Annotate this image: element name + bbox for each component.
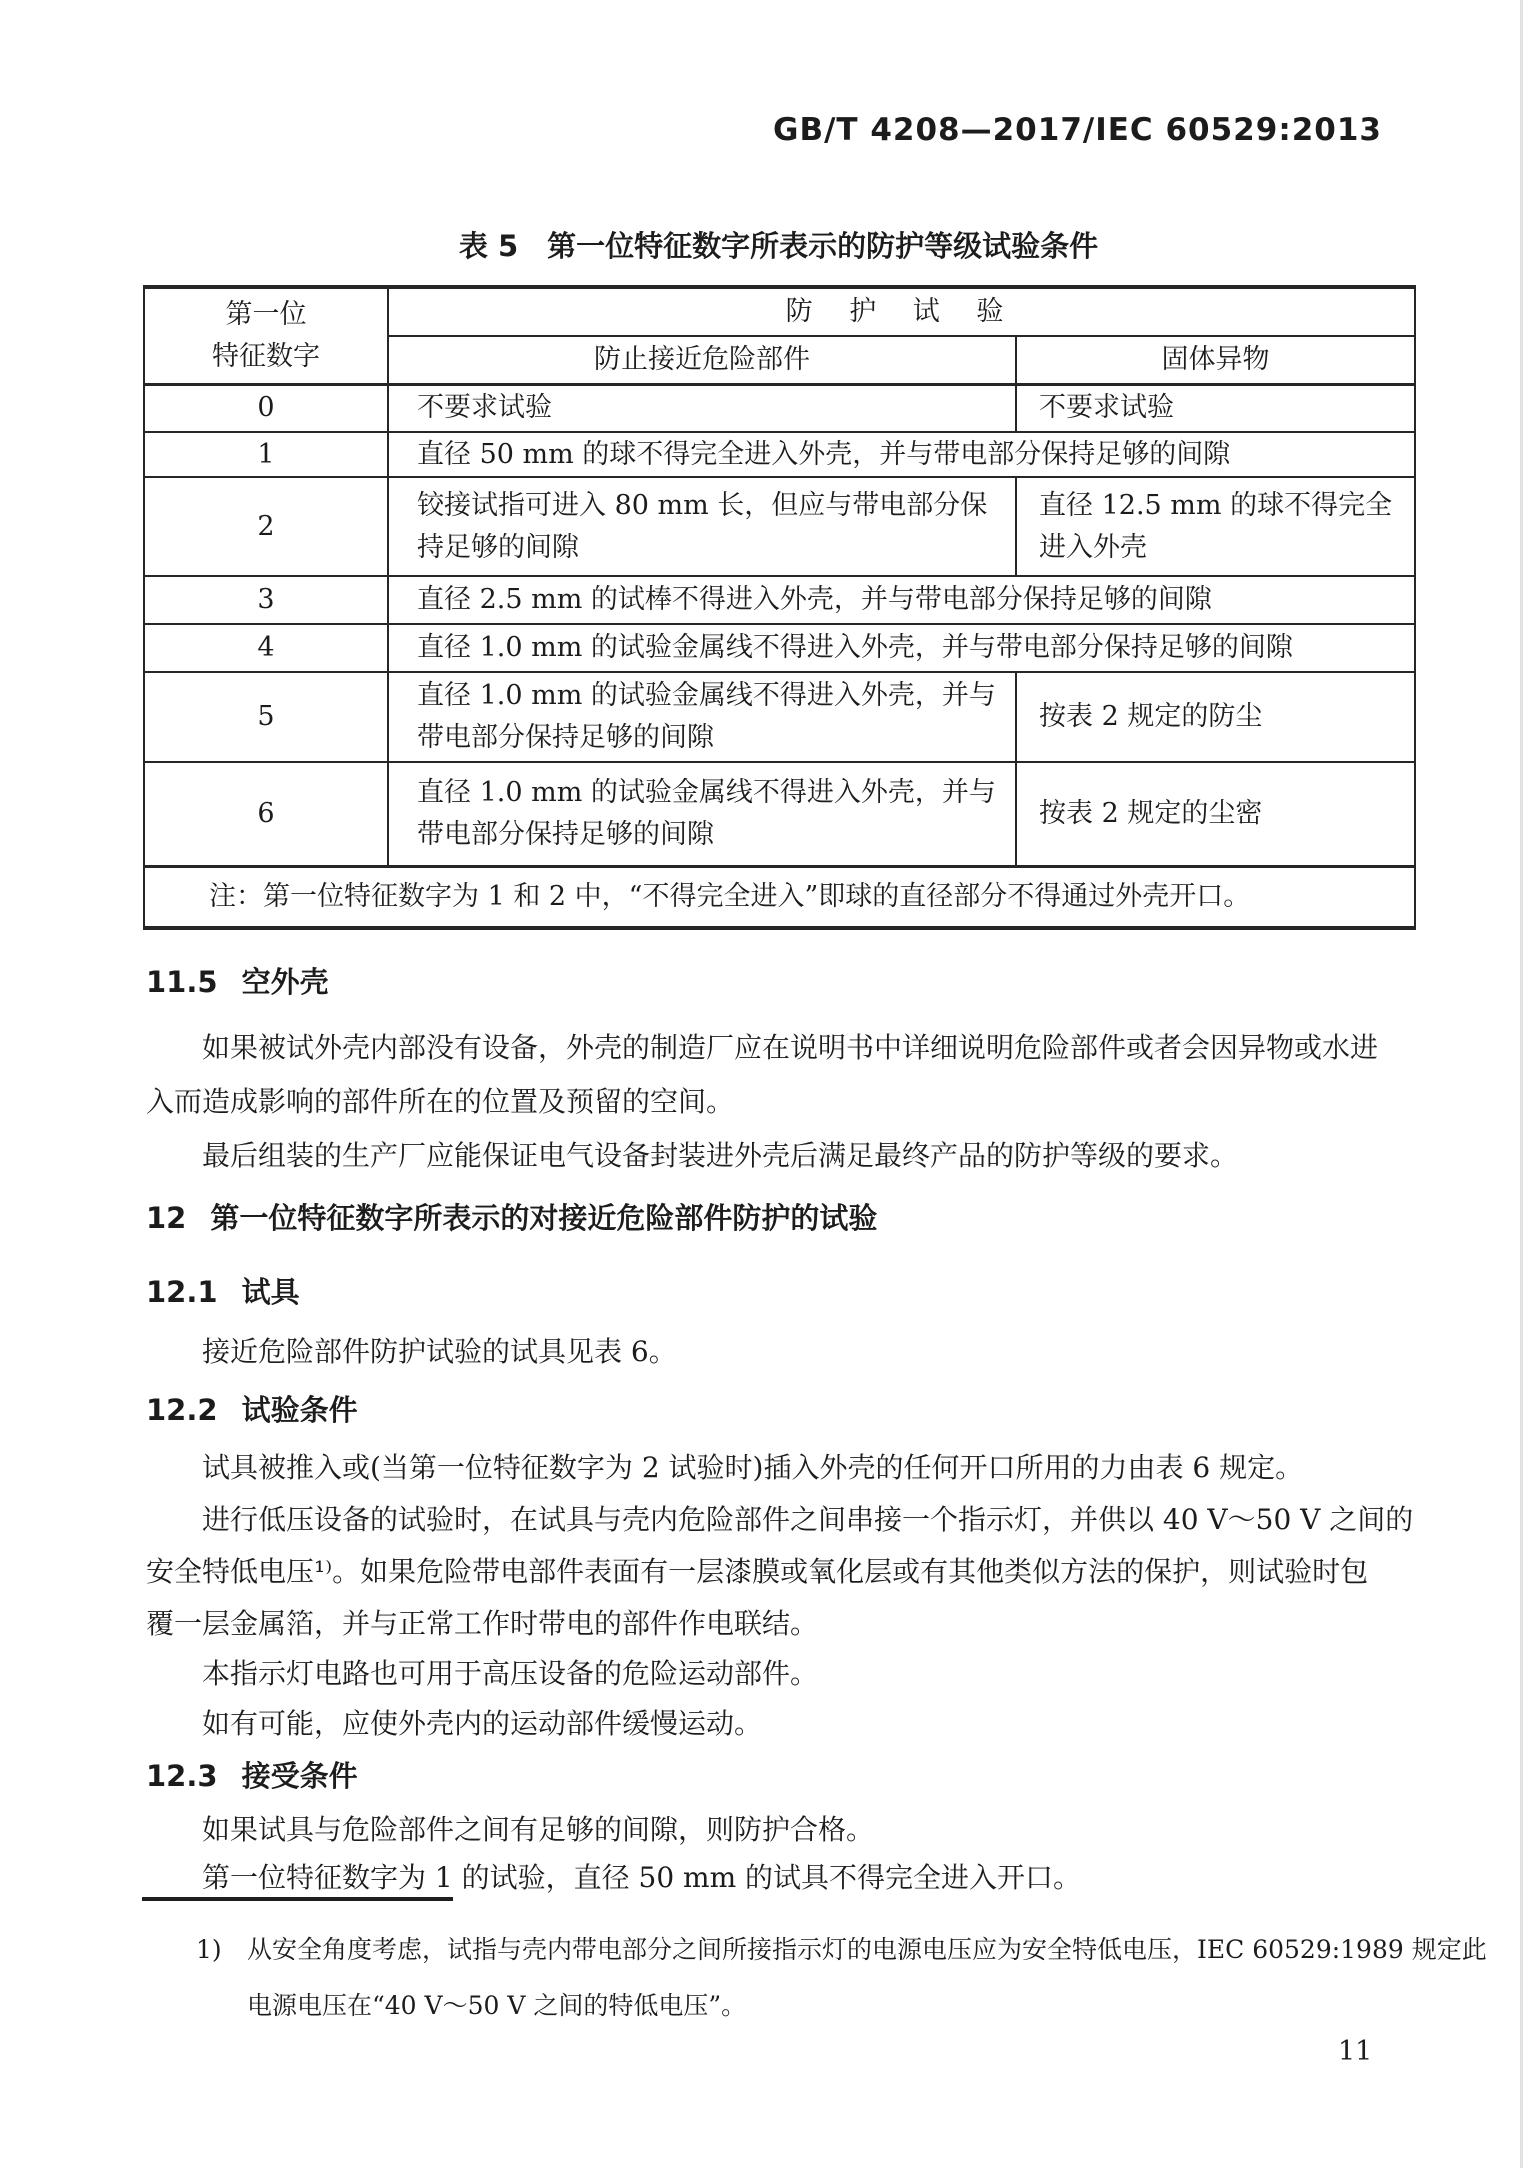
section-title: 空外壳 [241,965,329,999]
section-heading-12-3 [146,1756,358,1796]
row-protect: 不要求试验 [388,384,1016,432]
section-title: 试具 [241,1275,300,1309]
paragraph-line: 本指示灯电路也可用于高压设备的危险运动部件。 [202,1657,819,1690]
paragraph-line: 接近危险部件防护试验的试具见表 6。 [202,1335,677,1368]
header-col1-line2: 特征数字 [212,340,320,372]
section-heading-12 [146,1198,877,1238]
subheader-solid: 固体异物 [1016,336,1415,384]
page-number: 11 [1338,2036,1373,2067]
standard-number-header: GB/T 4208—2017/IEC 60529:2013 [773,112,1382,148]
section-number: 12 [146,1201,187,1235]
paragraph-line: 安全特低电压¹⁾。如果危险带电部件表面有一层漆膜或氧化层或有其他类似方法的保护，则试验时包 [146,1555,1369,1588]
paragraph-line: 最后组装的生产厂应能保证电气设备封装进外壳后满足最终产品的防护等级的要求。 [202,1139,1239,1172]
table-row [144,576,1415,624]
row-protect: 直径 1.0 mm 的试验金属线不得进入外壳，并与带电部分保持足够的间隙 [388,672,1016,762]
section-heading-12-1 [146,1272,300,1312]
section-heading-11-5 [146,962,329,1002]
section-heading-12-2 [146,1390,358,1430]
table-row [144,477,1415,576]
subheader-access: 防止接近危险部件 [388,336,1016,384]
row-digit: 0 [144,384,388,432]
section-title: 试验条件 [241,1393,358,1427]
paragraph-line: 入而造成影响的部件所在的位置及预留的空间。 [146,1085,735,1118]
row-protect: 直径 50 mm 的球不得完全进入外壳，并与带电部分保持足够的间隙 [388,432,1415,477]
row-solid: 按表 2 规定的尘密 [1016,762,1415,866]
paragraph-line: 如有可能，应使外壳内的运动部件缓慢运动。 [202,1707,763,1740]
footnote-separator [142,1897,453,1901]
table-row [144,672,1415,762]
table-header-row [144,287,1415,336]
footnote-line: 从安全角度考虑，试指与壳内带电部分之间所接指示灯的电源电压应为安全特低电压，IEC 60529:1989 规定此 [247,1935,1487,1964]
row-protect: 直径 1.0 mm 的试验金属线不得进入外壳，并与带电部分保持足够的间隙 [388,624,1415,672]
table-row [144,762,1415,866]
section-number: 12.2 [146,1393,218,1427]
paragraph-line: 覆一层金属箔，并与正常工作时带电的部件作电联结。 [146,1607,819,1640]
row-digit: 2 [144,477,388,576]
section-number: 12.1 [146,1275,218,1309]
paragraph-line: 如果被试外壳内部没有设备，外壳的制造厂应在说明书中详细说明危险部件或者会因异物或水进 [202,1031,1379,1064]
row-solid: 不要求试验 [1016,384,1415,432]
table-row [144,624,1415,672]
row-digit: 3 [144,576,388,624]
header-protection-test: 防 护 试 验 [388,287,1415,336]
row-protect: 铰接试指可进入 80 mm 长，但应与带电部分保持足够的间隙 [388,477,1016,576]
paragraph-line: 进行低压设备的试验时，在试具与壳内危险部件之间串接一个指示灯，并供以 40 V～50 V 之间的 [202,1503,1414,1536]
header-col1-line1: 第一位 [225,298,307,330]
scan-artifact-line [1520,0,1523,2168]
section-title: 第一位特征数字所表示的对接近危险部件防护的试验 [210,1201,878,1235]
header-col1 [144,287,388,384]
section-title: 接受条件 [241,1759,358,1793]
row-protect: 直径 2.5 mm 的试棒不得进入外壳，并与带电部分保持足够的间隙 [388,576,1415,624]
table-row [144,384,1415,432]
table-row [144,432,1415,477]
table5 [143,285,1416,930]
row-digit: 5 [144,672,388,762]
row-digit: 4 [144,624,388,672]
footnote-marker: 1) [196,1935,222,1964]
row-solid: 直径 12.5 mm 的球不得完全进入外壳 [1016,477,1415,576]
table-note-row [144,866,1415,928]
section-number: 12.3 [146,1759,218,1793]
row-digit: 6 [144,762,388,866]
section-number: 11.5 [146,965,218,999]
row-digit: 1 [144,432,388,477]
row-protect: 直径 1.0 mm 的试验金属线不得进入外壳，并与带电部分保持足够的间隙 [388,762,1016,866]
paragraph-line: 如果试具与危险部件之间有足够的间隙，则防护合格。 [202,1813,875,1846]
table-note: 注：第一位特征数字为 1 和 2 中，“不得完全进入”即球的直径部分不得通过外壳开口。 [144,866,1415,928]
table5-title: 表 5 第一位特征数字所表示的防护等级试验条件 [458,229,1099,263]
paragraph-line: 试具被推入或(当第一位特征数字为 2 试验时)插入外壳的任何开口所用的力由表 6 规定。 [202,1451,1304,1484]
footnote-line: 电源电压在“40 V～50 V 之间的特低电压”。 [247,1991,747,2020]
paragraph-line: 第一位特征数字为 1 的试验，直径 50 mm 的试具不得完全进入开口。 [202,1861,1082,1894]
row-solid: 按表 2 规定的防尘 [1016,672,1415,762]
